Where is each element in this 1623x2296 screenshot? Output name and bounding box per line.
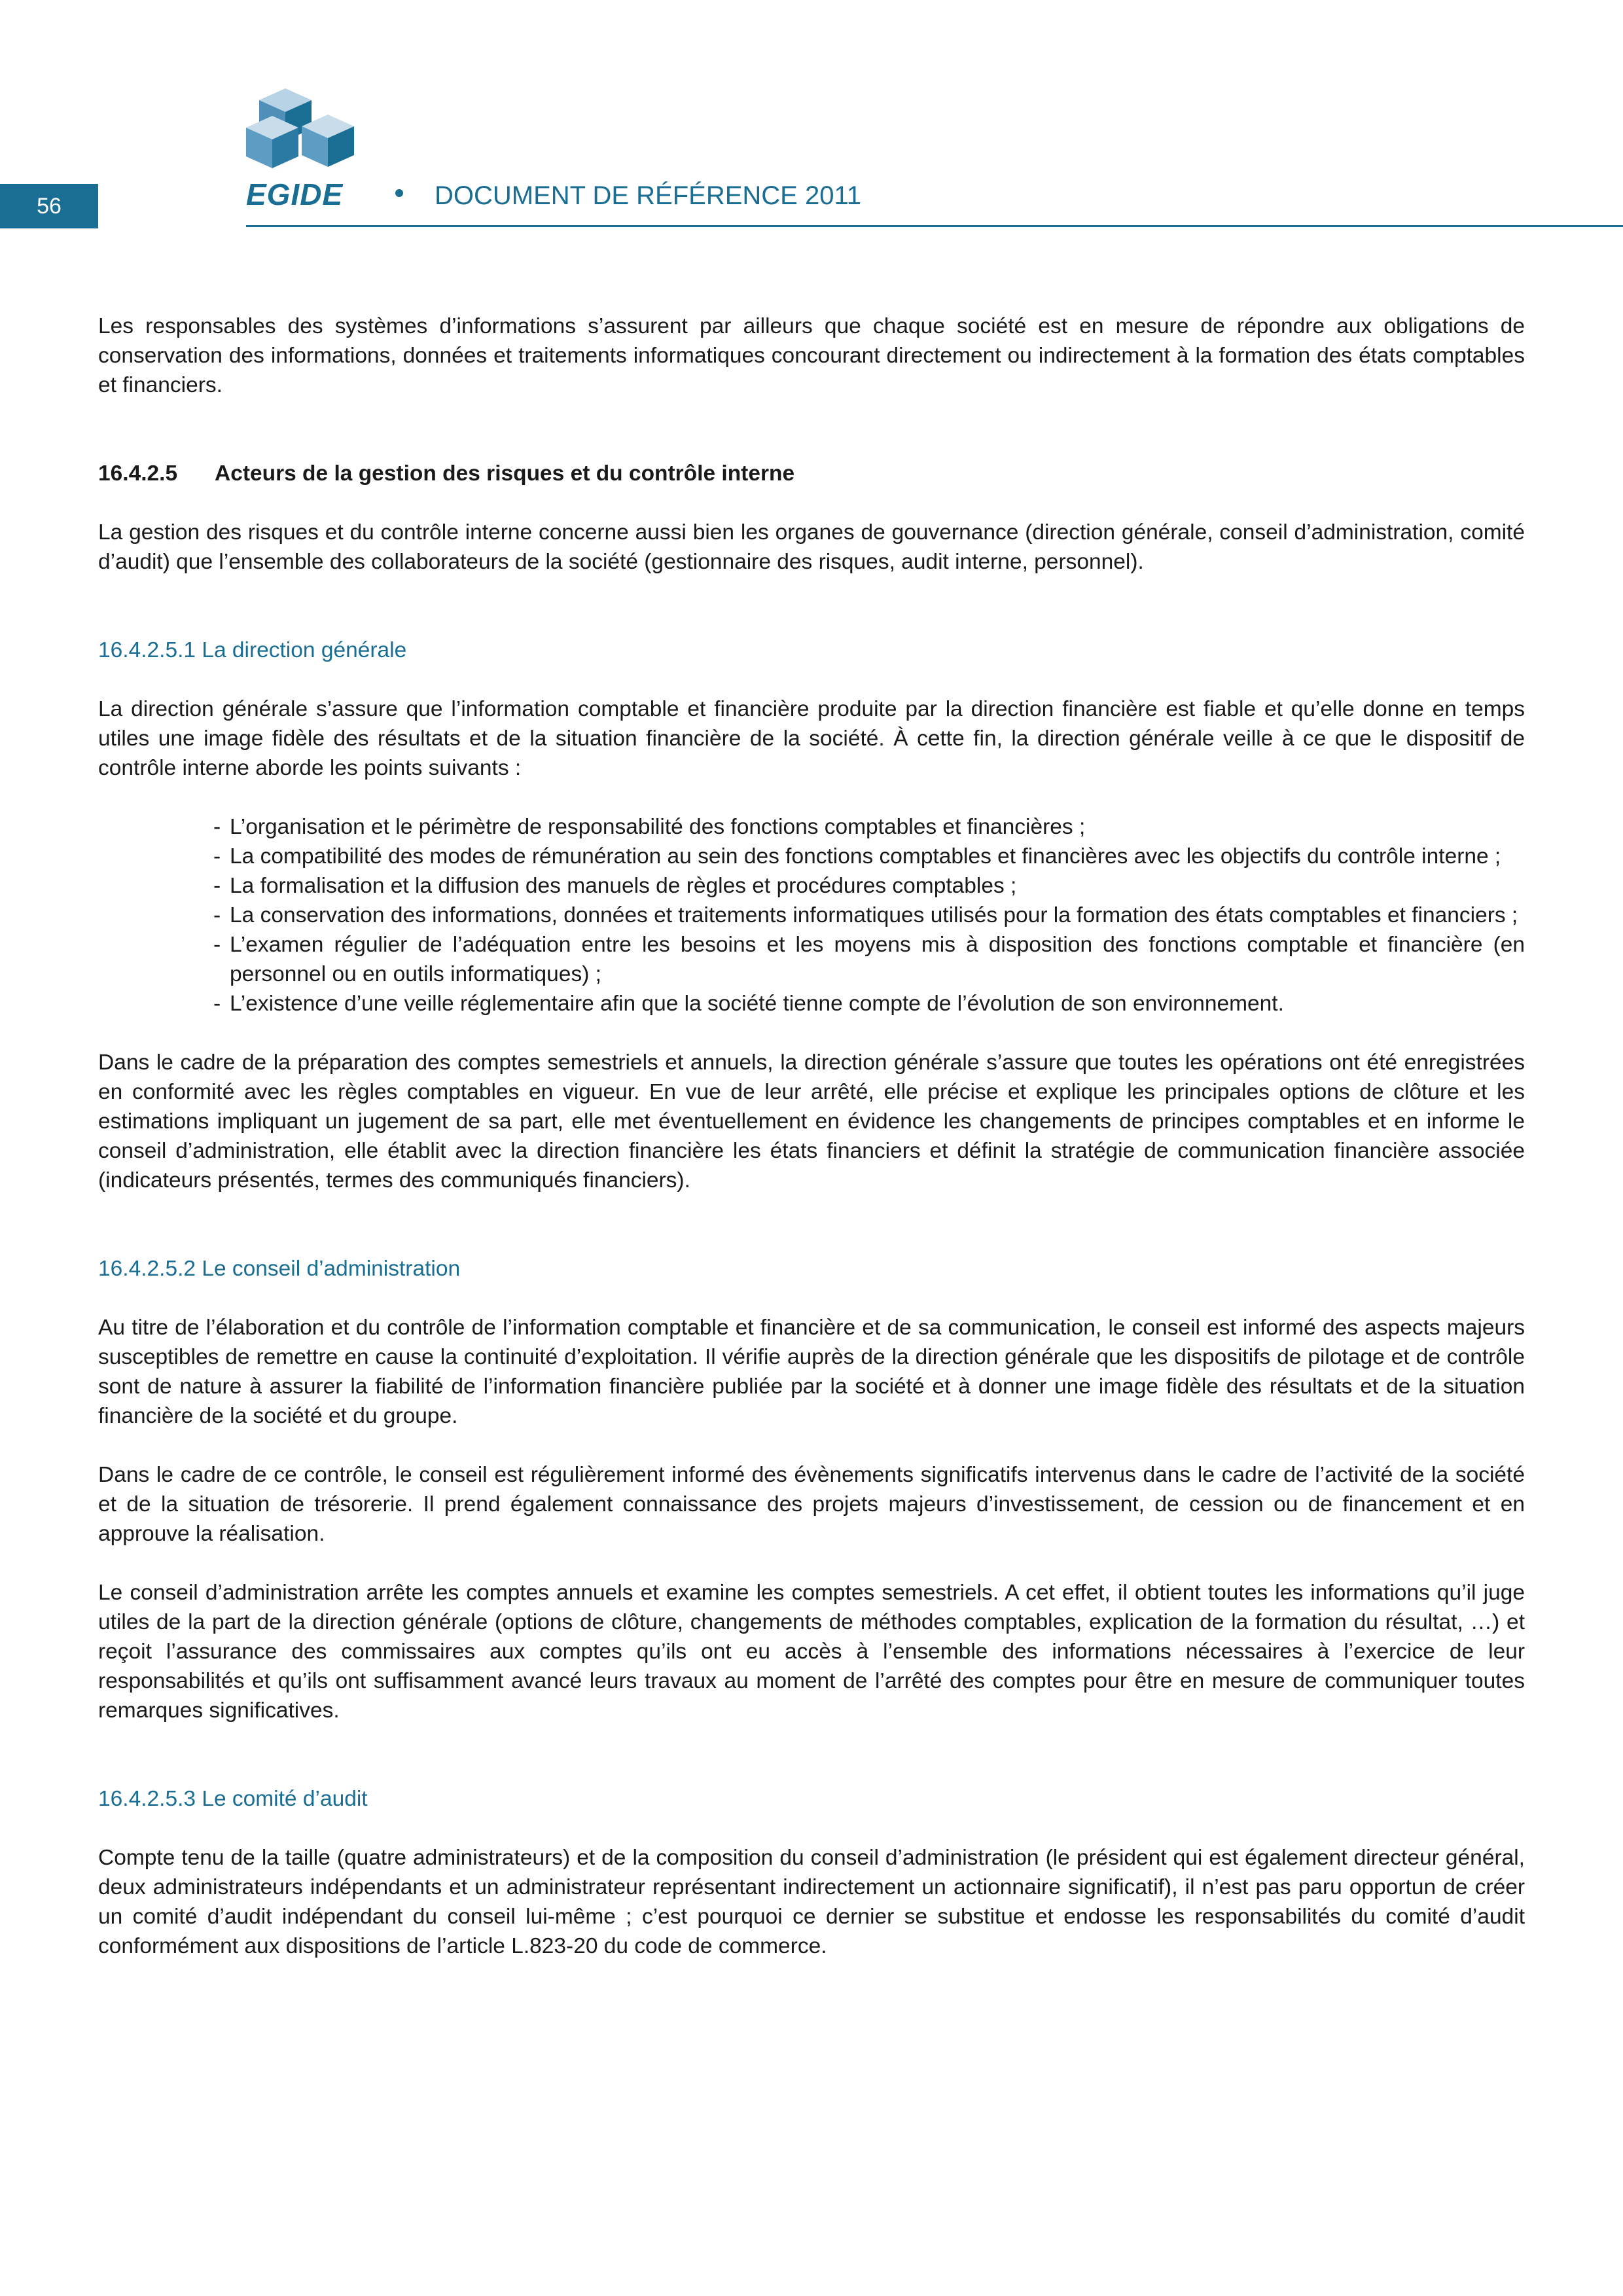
subsection-heading-conseil: 16.4.2.5.2 Le conseil d’administration [98,1257,461,1281]
control-points-list [98,812,1525,1018]
list-item: - L’organisation et le périmètre de responsabilité des fonctions comptables et financières ; [213,812,1525,842]
conseil-paragraph-2: Dans le cadre de ce contrôle, le conseil est régulièrement informé des évènements significatifs intervenus dans le cadre de l’activité de la société et de la situation de trésorerie. Il prend également connaissance des projets majeurs d’investissement, de cession ou de financement et en approuve la réalisation. [98,1463,1525,1546]
conseil-paragraph-3: Le conseil d’administration arrête les comptes annuels et examine les comptes semestriels. A cet effet, il obtient toutes les informations qu’il juge utiles de la part de la direction générale (options de clôture, changements de méthodes comptables, explication de la formation du résultat, …) et reçoit l’assurance des commissaires aux comptes qu’ils ont eu accès à l’ensemble des informations nécessaires à l’exercice de leur responsabilités et qu’ils ont suffisamment avancé leurs travaux au moment de l’arrêté des comptes pour être en mesure de communiquer toutes remarques significatives. [98,1581,1525,1723]
section-heading [98,459,1525,488]
page-number: 56 [0,184,98,228]
header-bullet [395,189,403,197]
subsection-heading-direction-generale: 16.4.2.5.1 La direction générale [98,638,407,662]
conseil-paragraph-1: Au titre de l’élaboration et du contrôle de l’information comptable et financière et de sa communication, le conseil est informé des aspects majeurs susceptibles de remettre en cause la continuité d’exploitation. Il vérifie auprès de la direction générale que les dispositifs de pilotage et de contrôle sont de nature à assurer la fiabilité de l’information financière publiée par la société et à donner une image fidèle des résultats et de la situation financière de la société et du groupe. [98,1316,1525,1428]
document-title: DOCUMENT DE RÉFÉRENCE 2011 [435,181,861,210]
list-item: - La compatibilité des modes de rémunération au sein des fonctions comptables et financières avec les objectifs du contrôle interne ; [213,842,1525,871]
direction-generale-closing-paragraph: Dans le cadre de la préparation des comptes semestriels et annuels, la direction générale s’assure que toutes les opérations ont été enregistrées en conformité avec les règles comptables en vigueur. En vue de leur arrêté, elle précise et explique les principales options de clôture et les estimations impliquant un jugement de sa part, elle met éventuellement en évidence les changements de principes comptables et en informe le conseil d’administration, elle établit avec la direction financière les états financiers et définit la stratégie de communication financière associée (indicateurs présentés, termes des communiqués financiers). [98,1050,1525,1193]
direction-generale-paragraph: La direction générale s’assure que l’information comptable et financière produite par la direction financière est fiable et qu’elle donne en temps utiles une image fidèle des résultats et de la situation financière de la société. À cette fin, la direction générale veille à ce que le dispositif de contrôle interne aborde les points suivants : [98,697,1525,780]
comite-audit-paragraph: Compte tenu de la taille (quatre administrateurs) et de la composition du conseil d’administration (le président qui est également directeur général, deux administrateurs indépendants et un administrateur représentant indirectement un actionnaire significatif), il n’est pas paru opportun de créer un comité d’audit indépendant du conseil lui-même ; c’est pourquoi ce dernier se substitue et endosse les responsabilités du comité d’audit conformément aux dispositions de l’article L.823-20 du code de commerce. [98,1846,1525,1958]
list-item: - La conservation des informations, données et traitements informatiques utilisés pour la formation des états comptables et financiers ; [213,901,1525,930]
brand-wordmark: EGIDE [246,177,344,211]
page-body [98,312,1525,1961]
section-paragraph: La gestion des risques et du contrôle interne concerne aussi bien les organes de gouvernance (direction générale, conseil d’administration, comité d’audit) que l’ensemble des collaborateurs de la société (gestionnaire des risques, audit interne, personnel). [98,520,1525,574]
list-item: - L’existence d’une veille réglementaire afin que la société tienne compte de l’évolution de son environnement. [213,989,1525,1018]
section-title: Acteurs de la gestion des risques et du contrôle interne [215,461,795,486]
subsection-heading-comite-audit: 16.4.2.5.3 Le comité d’audit [98,1787,368,1811]
section-number: 16.4.2.5 [98,461,178,486]
header-divider [246,225,1623,227]
intro-paragraph: Les responsables des systèmes d’informations s’assurent par ailleurs que chaque société est en mesure de répondre aux obligations de conservation des informations, données et traitements informatiques concourant directement ou indirectement à la formation des états comptables et financiers. [98,314,1525,397]
list-item: - L’examen régulier de l’adéquation entre les besoins et les moyens mis à disposition des fonctions comptable et financière (en personnel ou en outils informatiques) ; [213,930,1525,989]
list-item: - La formalisation et la diffusion des manuels de règles et procédures comptables ; [213,871,1525,901]
